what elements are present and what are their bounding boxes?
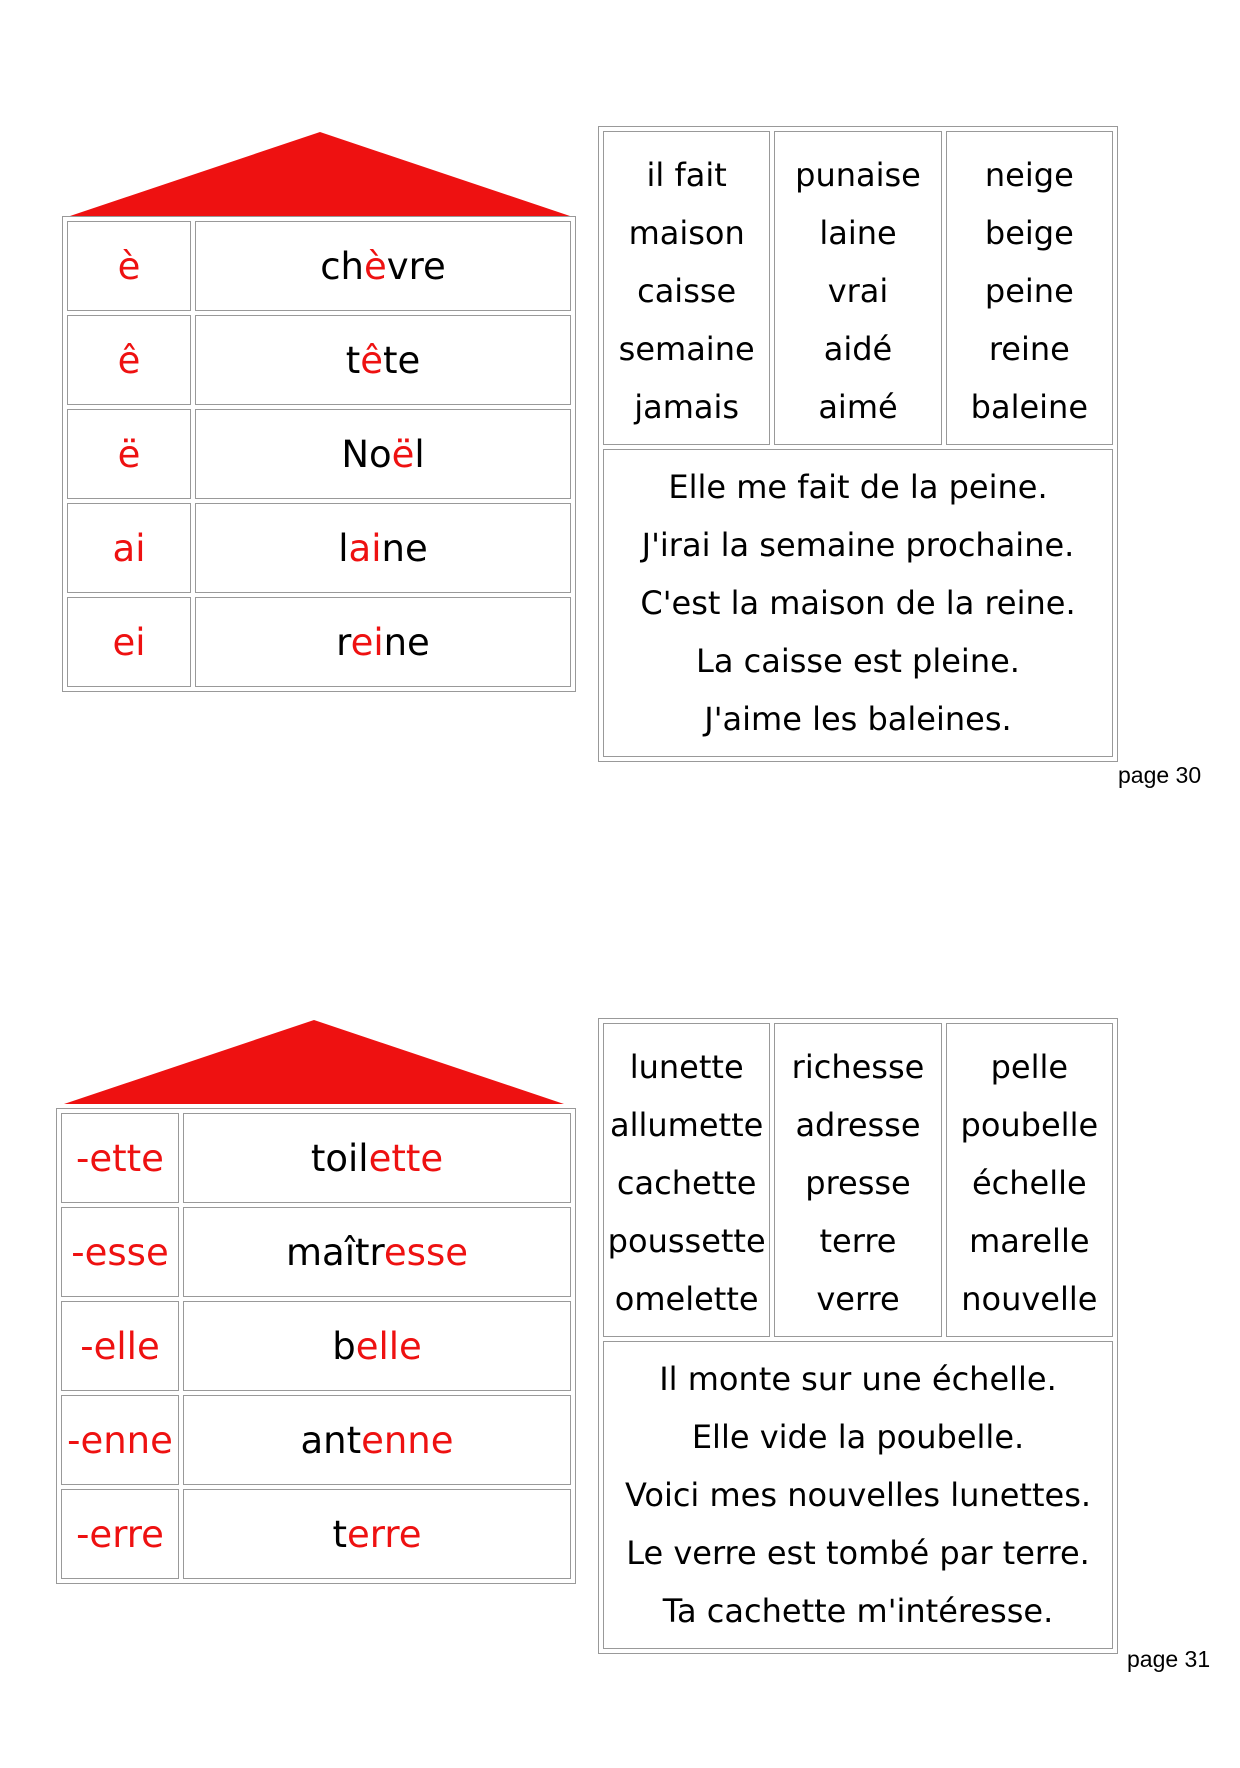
- sound-row: [61, 1301, 571, 1391]
- word-column: [946, 1023, 1113, 1337]
- word-item: allumette: [610, 1106, 764, 1144]
- sound-key: ê: [67, 315, 191, 405]
- sound-key: -esse: [61, 1207, 179, 1297]
- page-number: page 30: [1118, 762, 1202, 788]
- sound-key: è: [67, 221, 191, 311]
- word-item: richesse: [791, 1048, 925, 1086]
- word-item: laine: [819, 214, 897, 252]
- example-word: [183, 1207, 571, 1297]
- word-item: cachette: [616, 1164, 757, 1202]
- highlighted-letters: ë: [391, 432, 415, 476]
- word-item: échelle: [971, 1164, 1087, 1202]
- word-item: punaise: [795, 156, 921, 194]
- word-part: toil: [310, 1136, 369, 1180]
- word-item: poubelle: [960, 1106, 1099, 1144]
- sound-row: [61, 1395, 571, 1485]
- word-part: vre: [386, 244, 446, 288]
- example-word: [183, 1395, 571, 1485]
- word-part: ant: [300, 1418, 362, 1462]
- word-item: caisse: [637, 272, 737, 310]
- word-list-box: [598, 126, 1118, 762]
- sound-row: [61, 1489, 571, 1579]
- sound-key: -elle: [61, 1301, 179, 1391]
- example-word: [195, 221, 571, 311]
- sentence-item: Voici mes nouvelles lunettes.: [624, 1476, 1092, 1514]
- sentence-list: [603, 1341, 1113, 1649]
- example-word: [195, 503, 571, 593]
- sound-row: [67, 315, 571, 405]
- sentence-item: C'est la maison de la reine.: [640, 584, 1076, 622]
- highlighted-letters: esse: [383, 1230, 468, 1274]
- sound-table: [62, 216, 576, 692]
- sound-key: ei: [67, 597, 191, 687]
- word-item: maison: [628, 214, 745, 252]
- sentence-item: Il monte sur une échelle.: [659, 1360, 1057, 1398]
- house-roof: [64, 1018, 564, 1104]
- highlighted-letters: ette: [368, 1136, 444, 1180]
- house-roof: [70, 130, 570, 216]
- word-column: [946, 131, 1113, 445]
- word-item: aimé: [818, 388, 898, 426]
- sentence-item: J'irai la semaine prochaine.: [641, 526, 1075, 564]
- word-item: reine: [988, 330, 1070, 368]
- word-item: terre: [819, 1222, 897, 1260]
- sound-key: -ette: [61, 1113, 179, 1203]
- word-item: marelle: [969, 1222, 1090, 1260]
- word-item: lunette: [629, 1048, 744, 1086]
- word-part: ne: [381, 526, 428, 570]
- highlighted-letters: erre: [347, 1512, 422, 1556]
- word-part: te: [383, 338, 421, 382]
- word-item: nouvelle: [961, 1280, 1098, 1318]
- sound-row: [67, 409, 571, 499]
- word-part: t: [332, 1512, 347, 1556]
- sound-key: -erre: [61, 1489, 179, 1579]
- sound-row: [67, 221, 571, 311]
- example-word: [183, 1113, 571, 1203]
- word-item: vrai: [827, 272, 889, 310]
- sound-row: [67, 503, 571, 593]
- highlighted-letters: è: [363, 244, 387, 288]
- sound-key: -enne: [61, 1395, 179, 1485]
- example-word: [183, 1489, 571, 1579]
- word-column: [603, 1023, 770, 1337]
- word-item: omelette: [614, 1280, 759, 1318]
- sentence-item: Le verre est tombé par terre.: [626, 1534, 1090, 1572]
- word-item: pelle: [990, 1048, 1069, 1086]
- word-part: maîtr: [286, 1230, 384, 1274]
- word-part: l: [414, 432, 425, 476]
- highlighted-letters: ê: [360, 338, 383, 382]
- sentence-item: Ta cachette m'intéresse.: [662, 1592, 1054, 1630]
- example-word: [195, 597, 571, 687]
- word-item: beige: [984, 214, 1074, 252]
- highlighted-letters: enne: [361, 1418, 454, 1462]
- word-item: semaine: [618, 330, 755, 368]
- page-number: page 31: [1127, 1646, 1211, 1672]
- word-part: r: [336, 620, 351, 664]
- sound-row: [61, 1207, 571, 1297]
- word-item: presse: [805, 1164, 911, 1202]
- sound-row: [67, 597, 571, 687]
- word-item: peine: [984, 272, 1074, 310]
- example-word: [195, 315, 571, 405]
- word-part: No: [341, 432, 392, 476]
- word-item: jamais: [634, 388, 740, 426]
- sentence-list: [603, 449, 1113, 757]
- word-item: baleine: [970, 388, 1088, 426]
- word-item: poussette: [607, 1222, 766, 1260]
- word-item: verre: [816, 1280, 900, 1318]
- word-list-box: [598, 1018, 1118, 1654]
- word-item: adresse: [795, 1106, 921, 1144]
- word-part: l: [338, 526, 349, 570]
- word-column: [774, 131, 941, 445]
- word-column: [774, 1023, 941, 1337]
- highlighted-letters: ai: [348, 526, 382, 570]
- sound-table: [56, 1108, 576, 1584]
- word-columns: [599, 1019, 1117, 1341]
- word-part: b: [332, 1324, 356, 1368]
- example-word: [195, 409, 571, 499]
- highlighted-letters: ei: [350, 620, 384, 664]
- sentence-item: La caisse est pleine.: [696, 642, 1020, 680]
- sound-key: ai: [67, 503, 191, 593]
- word-item: neige: [984, 156, 1074, 194]
- sound-key: ë: [67, 409, 191, 499]
- sentence-item: Elle me fait de la peine.: [668, 468, 1048, 506]
- word-column: [603, 131, 770, 445]
- word-columns: [599, 127, 1117, 449]
- example-word: [183, 1301, 571, 1391]
- word-part: t: [345, 338, 361, 382]
- sentence-item: J'aime les baleines.: [704, 700, 1012, 738]
- page-30-section: [0, 0, 1240, 880]
- sentence-item: Elle vide la poubelle.: [691, 1418, 1025, 1456]
- word-item: aidé: [823, 330, 893, 368]
- page-31-section: [0, 888, 1240, 1768]
- word-part: ch: [320, 244, 364, 288]
- word-item: il fait: [646, 156, 727, 194]
- highlighted-letters: elle: [355, 1324, 422, 1368]
- word-part: ne: [383, 620, 430, 664]
- sound-row: [61, 1113, 571, 1203]
